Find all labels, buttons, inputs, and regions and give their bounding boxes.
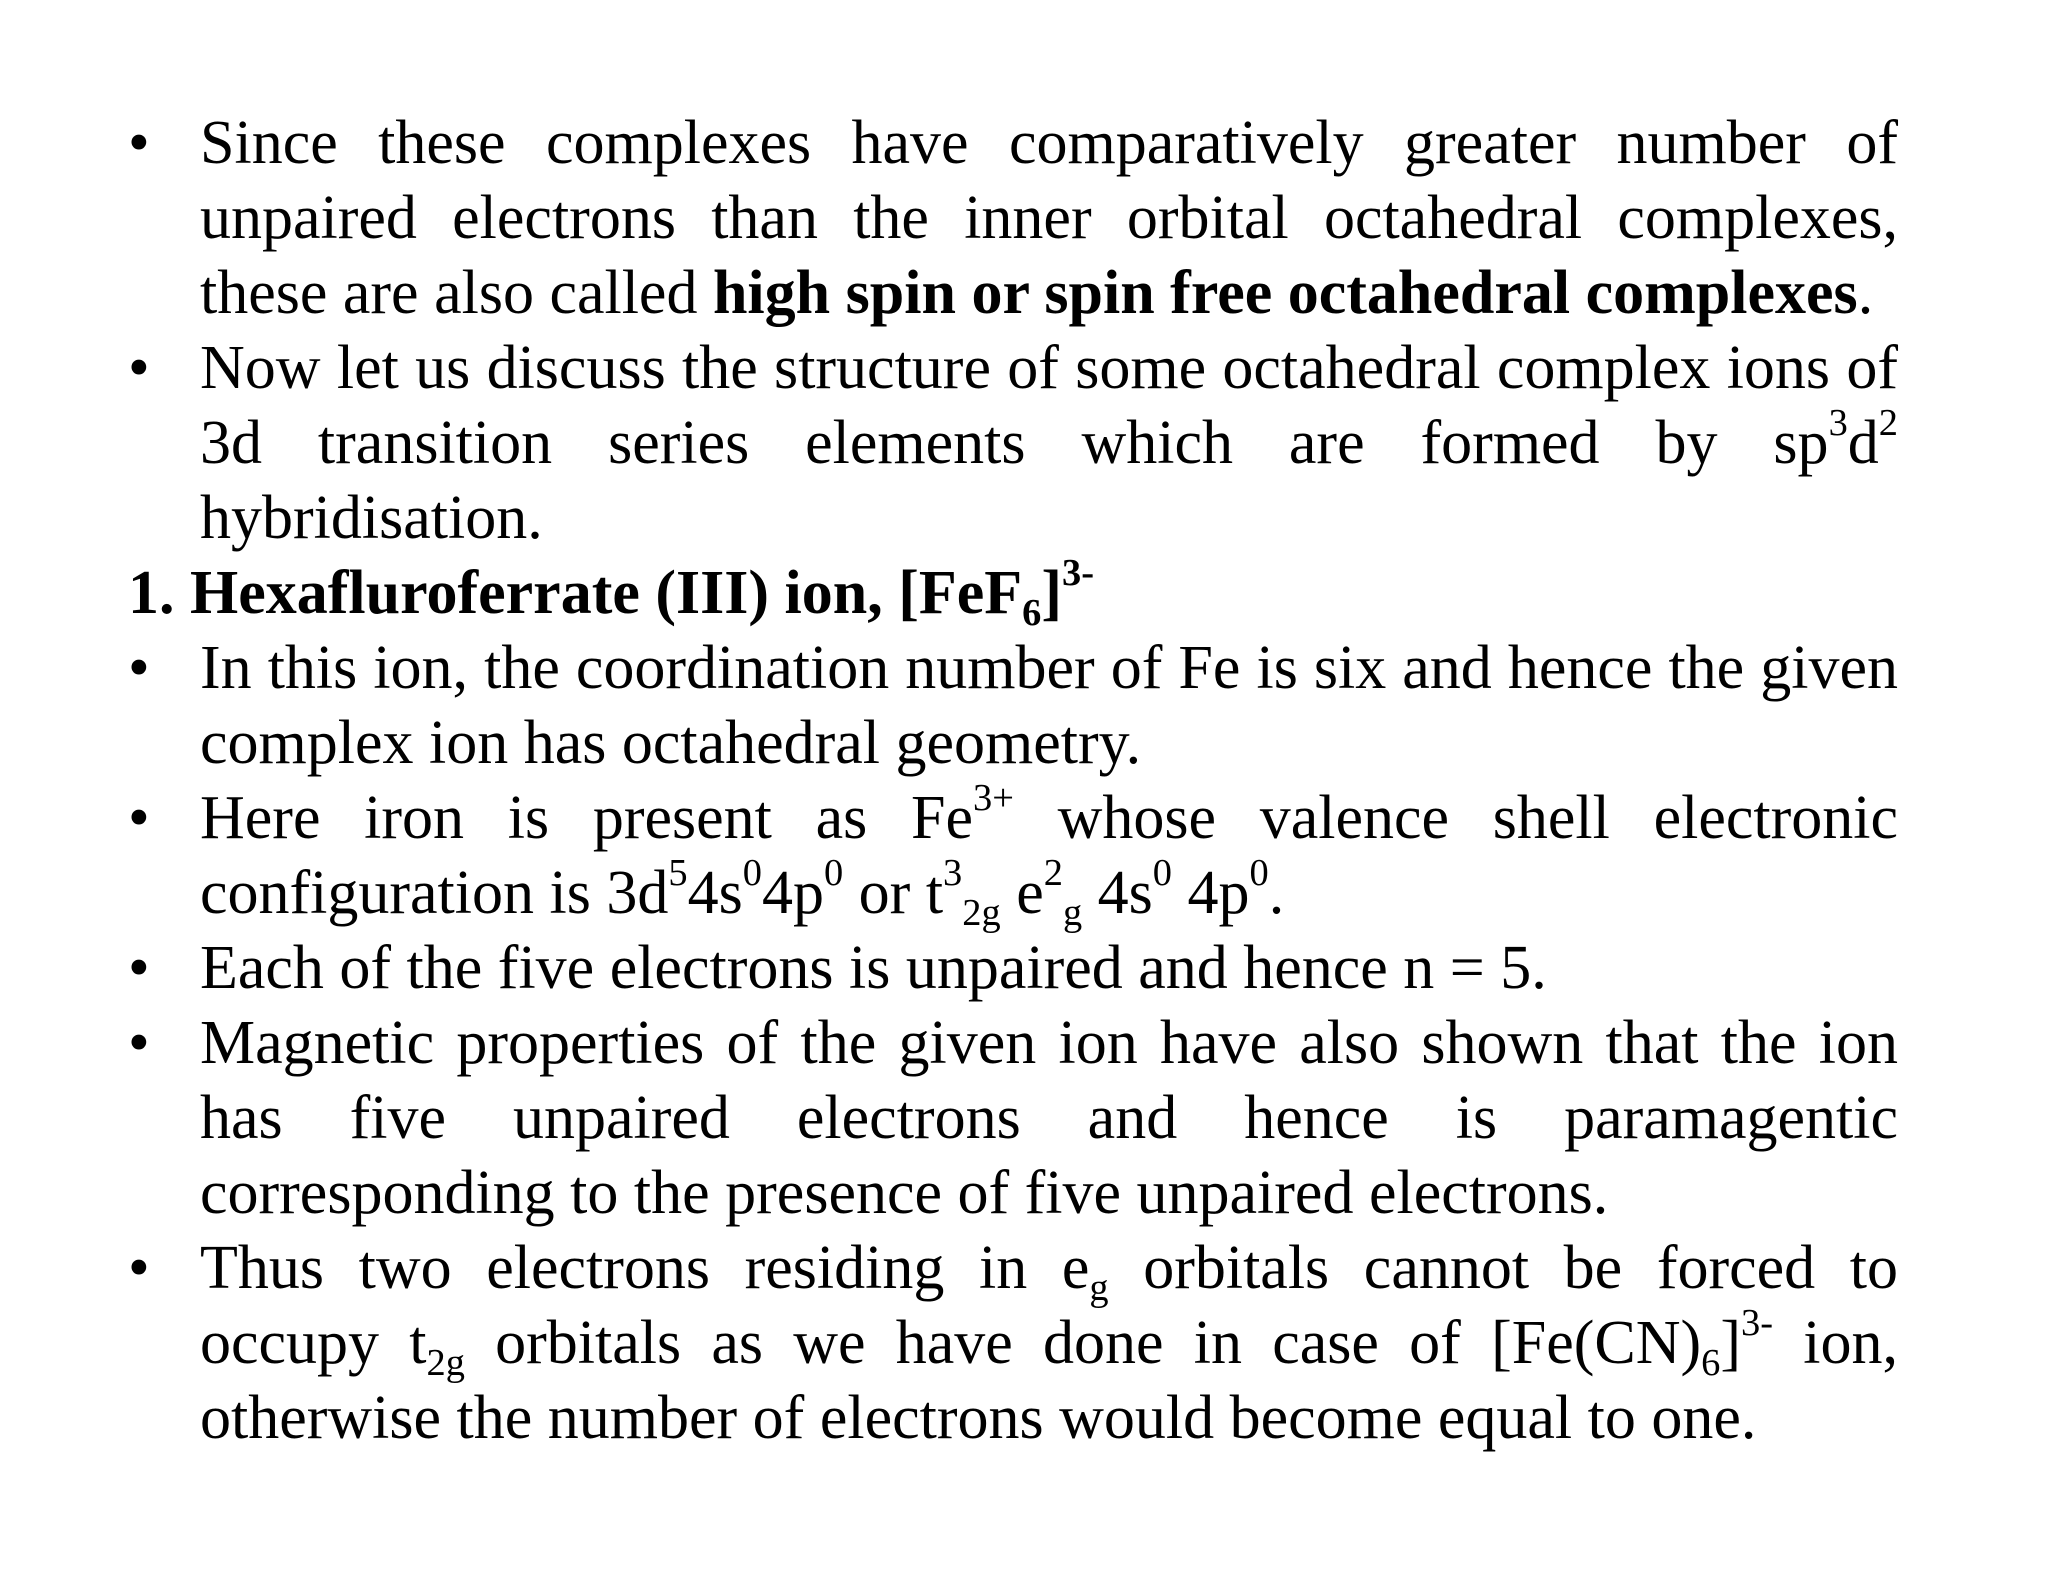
bullet-text: Since these complexes have comparatively greater number of unpaired electrons than the inner orbital octahedral complexes, these are also called <box>200 109 1898 327</box>
bullet-text: Each of the five electrons is unpaired and hence n = 5. <box>200 934 1547 1002</box>
bullet-marker: • <box>128 109 150 177</box>
bullet-unpaired <box>128 931 1898 1006</box>
bullet-discussion: • Now let us discuss the structure of some octahedral complex ions of 3d transition series elements which are formed by $sp^3d^2$ hybridisation. <box>128 331 1898 556</box>
bullet-configuration: • Here iron is present as $Fe^{3+}$ whose valence shell electronic configuration is $3d^54s^04p^0$ or $t^3_{2g}$ $e^2_g$ $4s^0$ $4p^0$. <box>128 777 1899 935</box>
bullet-marker: • <box>128 634 150 702</box>
bullet-marker: • <box>128 334 150 402</box>
bullet-text: In this ion, the coordination number of Fe is six and hence the given complex ion has octahedral geometry. <box>200 634 1898 777</box>
bullet-marker: • <box>128 784 150 852</box>
section-heading: 1. Hexafluroferrate (III) ion, $[FeF_6]^{3-}$ <box>128 552 1095 635</box>
bullet-coordination <box>128 631 1898 781</box>
bullet-marker: • <box>128 1234 150 1302</box>
bullet-magnetic <box>128 1006 1898 1231</box>
bullet-orbitals: • Thus two electrons residing in $e_g$ orbitals cannot be forced to occupy $t_{2g}$ orbitals as we have done in case of $[Fe(CN)_6]^{3-}$ ion, otherwise the number of electrons would become equal to one. <box>128 1231 1898 1456</box>
bullet-marker: • <box>128 1009 150 1077</box>
bullet-text: Now let us discuss the structure of some octahedral complex ions of 3d transition series elements which are formed by sp <box>200 334 1898 477</box>
document-body <box>128 106 1898 1456</box>
bullet-marker: • <box>128 934 150 1002</box>
bold-term: high spin or spin free octahedral complexes <box>712 259 1858 327</box>
bullet-high-spin: • Since these complexes have comparatively greater number of unpaired electrons than the inner orbital octahedral complexes, these are also called high spin or spin free octahedral complexes. <box>128 106 1898 331</box>
bullet-text: Magnetic properties of the given ion have also shown that the ion has five unpaired electrons and hence is paramagentic corresponding to the presence of five unpaired electrons. <box>200 1009 1898 1227</box>
